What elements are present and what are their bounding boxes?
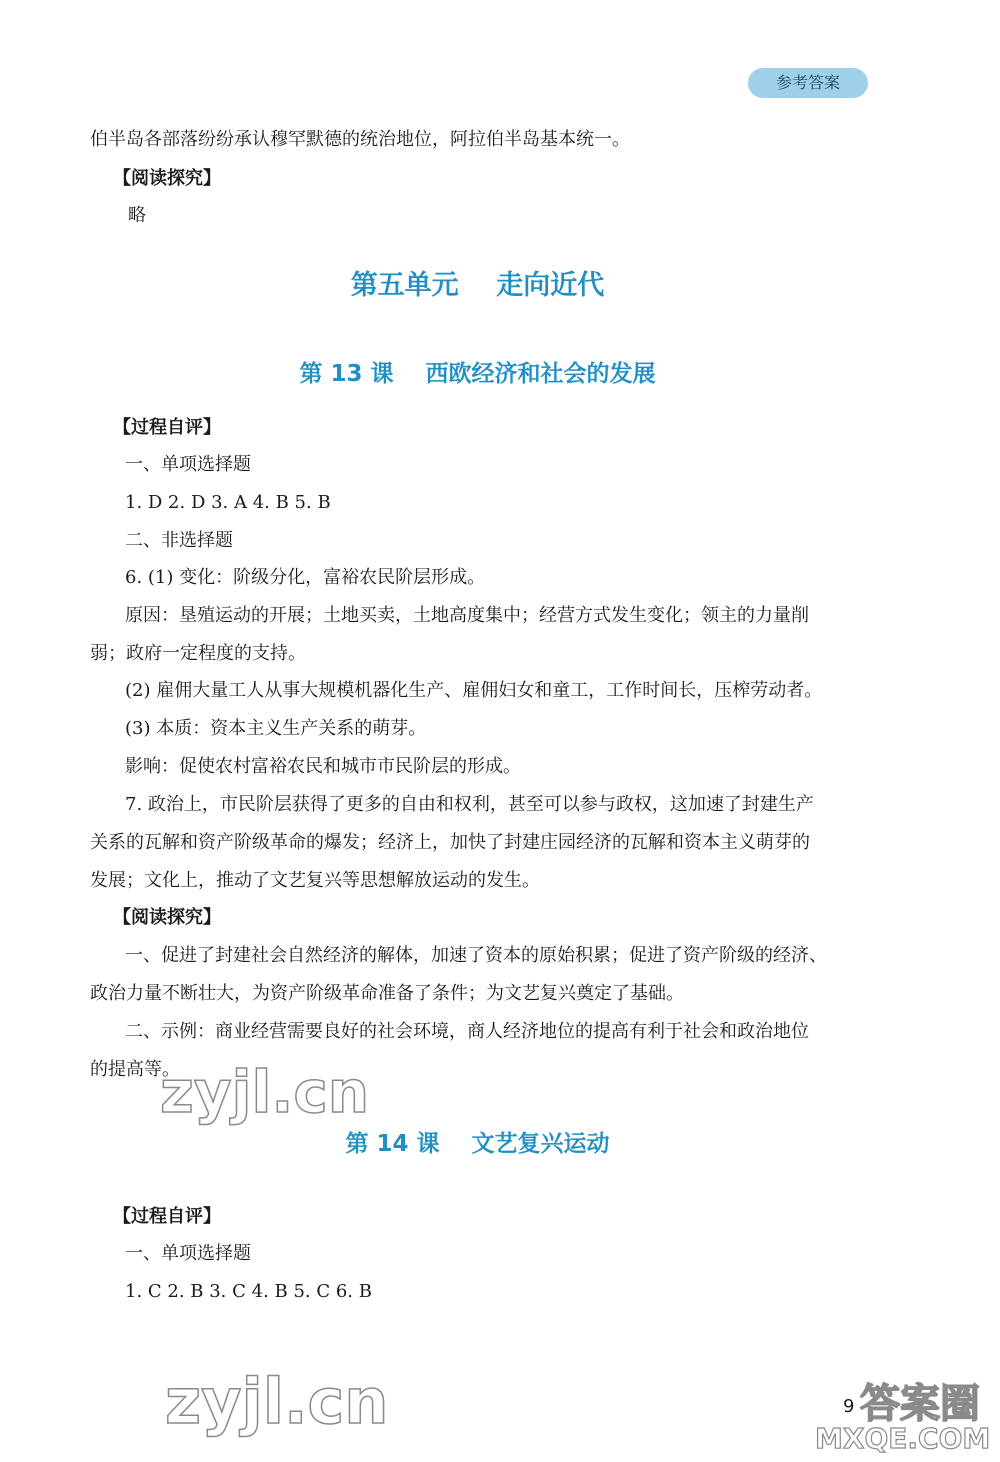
answer-line: 发展；文化上，推动了文艺复兴等思想解放运动的发生。 (90, 870, 540, 891)
section-heading: 一、单项选择题 (125, 454, 251, 475)
process-heading: 【过程自评】 (113, 1206, 221, 1227)
answer-line: 关系的瓦解和资产阶级革命的爆发；经济上，加快了封建庄园经济的瓦解和资本主义萌芽的 (90, 832, 810, 853)
answer-key-badge: 参考答案 (748, 68, 868, 98)
watermark: zyjl.cn (160, 1058, 370, 1126)
answer-line: 1. D 2. D 3. A 4. B 5. B (125, 492, 331, 513)
answer-line: 政治力量不断壮大，为资产阶级革命准备了条件；为文艺复兴奠定了基础。 (90, 983, 684, 1004)
answer-line: (2) 雇佣大量工人从事大规模机器化生产、雇佣妇女和童工，工作时间长，压榨劳动者。 (125, 680, 823, 701)
continuation-line: 伯半岛各部落纷纷承认穆罕默德的统治地位，阿拉伯半岛基本统一。 (90, 129, 630, 150)
reading-answer: 略 (128, 205, 146, 226)
lesson-13-title: 第 13 课 西欧经济和社会的发展 (299, 361, 656, 387)
answer-line: 一、促进了封建社会自然经济的解体，加速了资本的原始积累；促进了资产阶级的经济、 (125, 945, 827, 966)
answer-line: 二、示例：商业经营需要良好的社会环境，商人经济地位的提高有利于社会和政治地位 (125, 1021, 809, 1042)
watermark: 答案圈 (860, 1381, 980, 1427)
section-heading: 二、非选择题 (125, 530, 233, 551)
answer-line: 影响：促使农村富裕农民和城市市民阶层的形成。 (125, 756, 521, 777)
answer-line: (3) 本质：资本主义生产关系的萌芽。 (125, 718, 427, 739)
answer-line: 弱；政府一定程度的支持。 (90, 643, 306, 664)
watermark: MXQE.COM (815, 1422, 991, 1455)
section-heading: 一、单项选择题 (125, 1243, 251, 1264)
unit-title: 第五单元 走向近代 (350, 270, 605, 301)
answer-line: 的提高等。 (90, 1059, 180, 1080)
lesson-14-title: 第 14 课 文艺复兴运动 (345, 1131, 610, 1157)
answer-line: 1. C 2. B 3. C 4. B 5. C 6. B (125, 1281, 372, 1302)
answer-line: 7. 政治上，市民阶层获得了更多的自由和权利，甚至可以参与政权，这加速了封建生产 (125, 794, 814, 815)
answer-line: 原因：垦殖运动的开展；土地买卖，土地高度集中；经营方式发生变化；领主的力量削 (125, 605, 809, 626)
answer-line: 6. (1) 变化：阶级分化，富裕农民阶层形成。 (125, 567, 486, 588)
reading-heading: 【阅读探究】 (113, 907, 221, 928)
reading-heading: 【阅读探究】 (113, 168, 221, 189)
watermark: zyjl.cn (165, 1365, 389, 1438)
process-heading: 【过程自评】 (113, 417, 221, 438)
page-number: 9 (843, 1396, 855, 1417)
